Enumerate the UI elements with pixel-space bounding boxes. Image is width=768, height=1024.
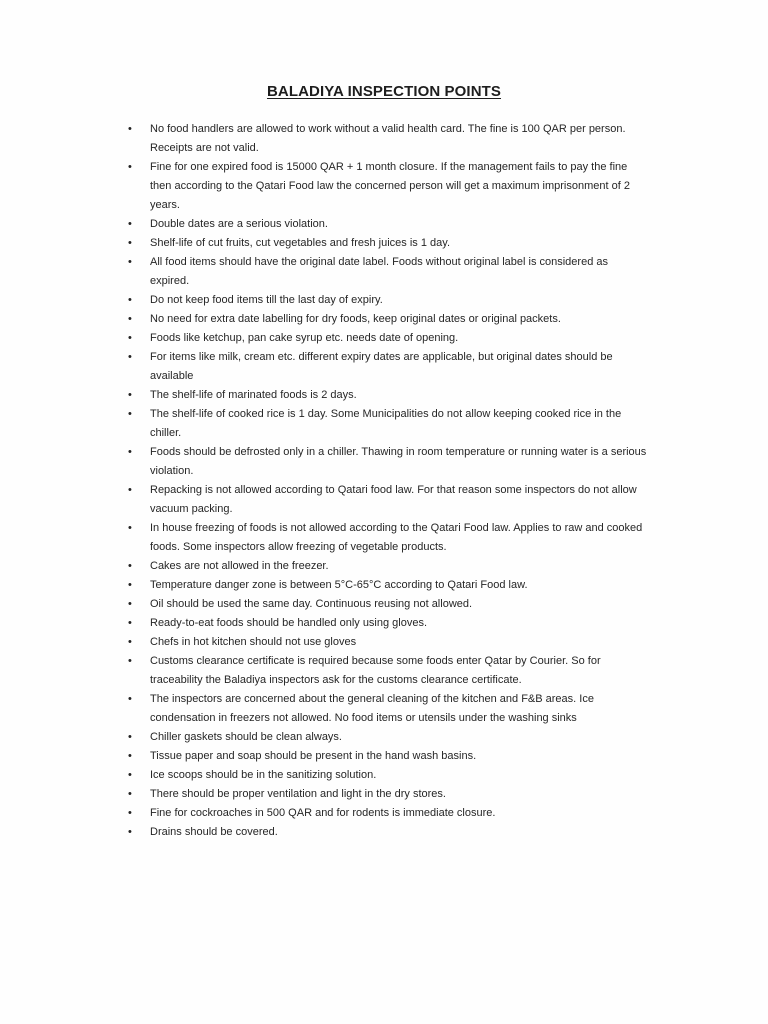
inspection-point (126, 652, 648, 690)
inspection-point-text: There should be proper ventilation and light in the dry stores. (150, 788, 446, 800)
inspection-point-text: Repacking is not allowed according to Qatari food law. For that reason some inspectors do not allow vacuum packing. (150, 484, 637, 515)
bullet-icon: • (128, 256, 132, 268)
bullet-icon: • (128, 750, 132, 762)
inspection-point (126, 766, 648, 785)
inspection-point (126, 690, 648, 728)
bullet-icon: • (128, 389, 132, 401)
bullet-icon: • (128, 351, 132, 363)
bullet-icon: • (128, 123, 132, 135)
bullet-icon: • (128, 807, 132, 819)
inspection-point (126, 291, 648, 310)
inspection-point (126, 234, 648, 253)
inspection-point (126, 519, 648, 557)
bullet-icon: • (128, 636, 132, 648)
inspection-point-text: Oil should be used the same day. Continuous reusing not allowed. (150, 598, 473, 610)
inspection-point-text: Chefs in hot kitchen should not use gloves (150, 636, 357, 648)
inspection-point (126, 481, 648, 519)
bullet-icon: • (128, 655, 132, 667)
inspection-point (126, 443, 648, 481)
inspection-point-text: Double dates are a serious violation. (150, 218, 328, 230)
bullet-icon: • (128, 408, 132, 420)
inspection-point (126, 633, 648, 652)
inspection-point (126, 405, 648, 443)
bullet-icon: • (128, 218, 132, 230)
bullet-icon: • (128, 693, 132, 705)
bullet-icon: • (128, 617, 132, 629)
inspection-point (126, 804, 648, 823)
bullet-icon: • (128, 826, 132, 838)
inspection-point (126, 348, 648, 386)
inspection-point-text: Ready-to-eat foods should be handled only using gloves. (150, 617, 428, 629)
bullet-icon: • (128, 237, 132, 249)
inspection-point (126, 747, 648, 766)
bullet-icon: • (128, 446, 132, 458)
bullet-icon: • (128, 161, 132, 173)
inspection-point-text: Cakes are not allowed in the freezer. (150, 560, 329, 572)
inspection-point-text: For items like milk, cream etc. different expiry dates are applicable, but original dates should be available (150, 351, 613, 382)
inspection-point (126, 158, 648, 215)
bullet-icon: • (128, 522, 132, 534)
inspection-point (126, 310, 648, 329)
bullet-icon: • (128, 769, 132, 781)
inspection-point (126, 823, 648, 842)
inspection-point-text: No need for extra date labelling for dry foods, keep original dates or original packets. (150, 313, 561, 325)
inspection-point (126, 576, 648, 595)
inspection-point (126, 215, 648, 234)
bullet-icon: • (128, 332, 132, 344)
inspection-point-text: Customs clearance certificate is required because some foods enter Qatar by Courier. So for traceability the Baladiya inspectors ask for the customs clearance certificate. (150, 655, 601, 686)
inspection-point (126, 728, 648, 747)
inspection-point-text: The shelf-life of marinated foods is 2 days. (150, 389, 357, 401)
inspection-point-text: Foods should be defrosted only in a chiller. Thawing in room temperature or running water is a serious violation. (150, 446, 647, 477)
bullet-icon: • (128, 731, 132, 743)
inspection-point-text: The inspectors are concerned about the general cleaning of the kitchen and F&B areas. Ice condensation in freezers not allowed. No food items or utensils under the washing sinks (150, 693, 594, 724)
document-title: BALADIYA INSPECTION POINTS (266, 83, 502, 100)
bullet-icon: • (128, 560, 132, 572)
inspection-point (126, 785, 648, 804)
bullet-icon: • (128, 598, 132, 610)
bullet-icon: • (128, 484, 132, 496)
bullet-icon: • (128, 313, 132, 325)
inspection-point (126, 120, 648, 158)
inspection-point-text: Shelf-life of cut fruits, cut vegetables and fresh juices is 1 day. (150, 237, 451, 249)
inspection-point (126, 595, 648, 614)
inspection-point-text: Do not keep food items till the last day of expiry. (150, 294, 383, 306)
inspection-point-text: Fine for cockroaches in 500 QAR and for rodents is immediate closure. (150, 807, 496, 819)
inspection-point-text: Fine for one expired food is 15000 QAR + 1 month closure. If the management fails to pay the fine then according to the Qatari Food law the concerned person will get a maximum imprisonment of 2 years. (150, 161, 630, 211)
inspection-point-text: No food handlers are allowed to work without a valid health card. The fine is 100 QAR per person. Receipts are not valid. (150, 123, 626, 154)
inspection-point (126, 557, 648, 576)
inspection-point-text: Temperature danger zone is between 5°C-65°C according to Qatari Food law. (150, 579, 528, 591)
inspection-point-text: The shelf-life of cooked rice is 1 day. Some Municipalities do not allow keeping cooked rice in the chiller. (150, 408, 622, 439)
inspection-point-text: Drains should be covered. (150, 826, 278, 838)
bullet-icon: • (128, 294, 132, 306)
inspection-points-list (126, 120, 648, 842)
inspection-point-text: In house freezing of foods is not allowed according to the Qatari Food law. Applies to raw and cooked foods. Some inspectors allow freezing of vegetable products. (150, 522, 643, 553)
inspection-point (126, 614, 648, 633)
inspection-point-text: All food items should have the original date label. Foods without original label is considered as expired. (150, 256, 608, 287)
bullet-icon: • (128, 579, 132, 591)
inspection-point-text: Tissue paper and soap should be present in the hand wash basins. (150, 750, 477, 762)
inspection-point-text: Foods like ketchup, pan cake syrup etc. needs date of opening. (150, 332, 459, 344)
bullet-icon: • (128, 788, 132, 800)
inspection-point (126, 253, 648, 291)
inspection-point-text: Ice scoops should be in the sanitizing solution. (150, 769, 377, 781)
inspection-point (126, 329, 648, 348)
inspection-point (126, 386, 648, 405)
inspection-point-text: Chiller gaskets should be clean always. (150, 731, 342, 743)
